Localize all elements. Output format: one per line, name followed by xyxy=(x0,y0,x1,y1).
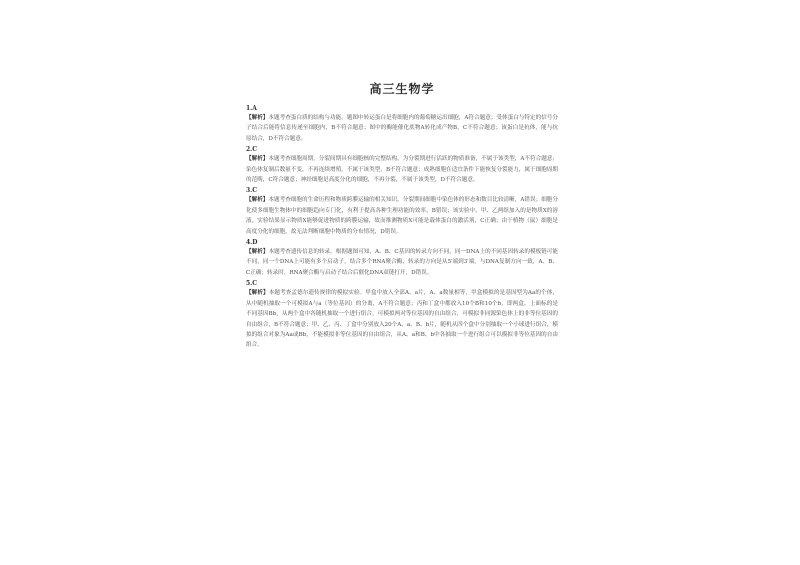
answer-explanation xyxy=(246,288,558,350)
answer-explanation xyxy=(246,113,558,144)
explanation-tag: 【解析】 xyxy=(246,290,269,297)
question-number: 1.A xyxy=(246,105,257,112)
question-number: 4.D xyxy=(246,239,258,247)
explanation-tag: 【解析】 xyxy=(246,115,269,121)
explanation-text: 本题考查细胞周期。分裂间期具有细胞核的完整结构，为分裂期进行活跃的物质准备，不属于该类型，A不符合题意；染色体复制后数量不变，不再连续增殖，不属于该类型，B不符合题意；成熟细胞在适宜条件下能恢复分裂能力，属于细胞周期的范畴，C符合题意；神经细胞是高度分化的细胞，不再分裂，不属于该类型，D不符合题意。 xyxy=(246,156,558,184)
question-number: 2.C xyxy=(246,146,258,154)
explanation-text: 本题考查孟德尔遗传规律的模拟实验。甲盒中放入全部A、a片，A、a数量相等，甲盒模拟的是基因型为Aa的个体，从中随机抽取一个可模拟A与a（等位基因）的分离，A不符合题意；丙和丁盒中都放入10个B和10个b，即两盒，上面标的是不同基因Bb，从两个盒中各随机抽取一个进行组合，可模拟两对等位基因的自由组合，可模拟非同源染色体上的非等位基因的自由组合，B不符合题意；甲、乙、丙、丁盒中分别放入20个A、a、B、b片，随机从四个盒中分别抽取一个小球进行组合，模拟的组合对象为Aa或Bb，不能模拟非等位基因的自由组合，从A、a和B、b中各抽取一个进行组合可以模拟非等位基因的自由组合。 xyxy=(246,290,558,349)
explanation-text: 本题考查蛋白质的结构与功能。题图中转运蛋白是将细胞内的葡萄糖运出细胞，A符合题意；受体蛋白与特定的信号分子结合后能将信息传递至细胞内，B不符合题意；图中的酶能催化底物A转化成产物B，C不符合题意；该蛋白是抗体，能与抗原结合，D不符合题意。 xyxy=(246,115,558,142)
answer-explanation xyxy=(246,195,558,237)
question-block xyxy=(246,186,558,237)
question-number: 5.C xyxy=(246,280,258,288)
explanation-tag: 【解析】 xyxy=(246,156,269,163)
question-block xyxy=(246,104,558,144)
document-body xyxy=(246,70,558,352)
question-block xyxy=(246,279,558,350)
answer-explanation xyxy=(246,247,558,278)
question-number: 3.C xyxy=(246,187,258,195)
explanation-text: 本题考查细胞的生命历程和物质跨膜运输的相关知识。分裂期间细胞中染色体的形态和数目比较清晰，A错误；细胞分化使多细胞生物体中的细胞趋向专门化，有利于提高各种生理功能的效率，B错误；该实验中，甲、乙两组加入的是物质X的溶液，实验结果显示物质X能够促进物质的跨膜运输，故而推测物质X可能是载体蛋白的激活剂，C正确；由于植物（鼠）细胞是高度分化的细胞，故无法判断细胞中物质的分布情况，D错误。 xyxy=(246,197,558,235)
page-title: 高三生物学 xyxy=(369,82,435,96)
explanation-tag: 【解析】 xyxy=(246,197,269,204)
explanation-text: 本题考查遗传信息的转录。根据题图可知，A、B、C基因的转录方向不同，同一DNA上的不同基因转录的模板链可能不同，同一个DNA上可能有多个启动子，结合多个RNA聚合酶，转录的方向是从5′端到3′端，与DNA复制方向一致，A、B、C正确；转录时，RNA聚合酶与启动子结合后催化DNA双链打开，D错误。 xyxy=(246,249,558,276)
question-block xyxy=(246,238,558,278)
question-block xyxy=(246,145,558,185)
answer-explanation xyxy=(246,154,558,185)
explanation-tag: 【解析】 xyxy=(246,249,269,256)
